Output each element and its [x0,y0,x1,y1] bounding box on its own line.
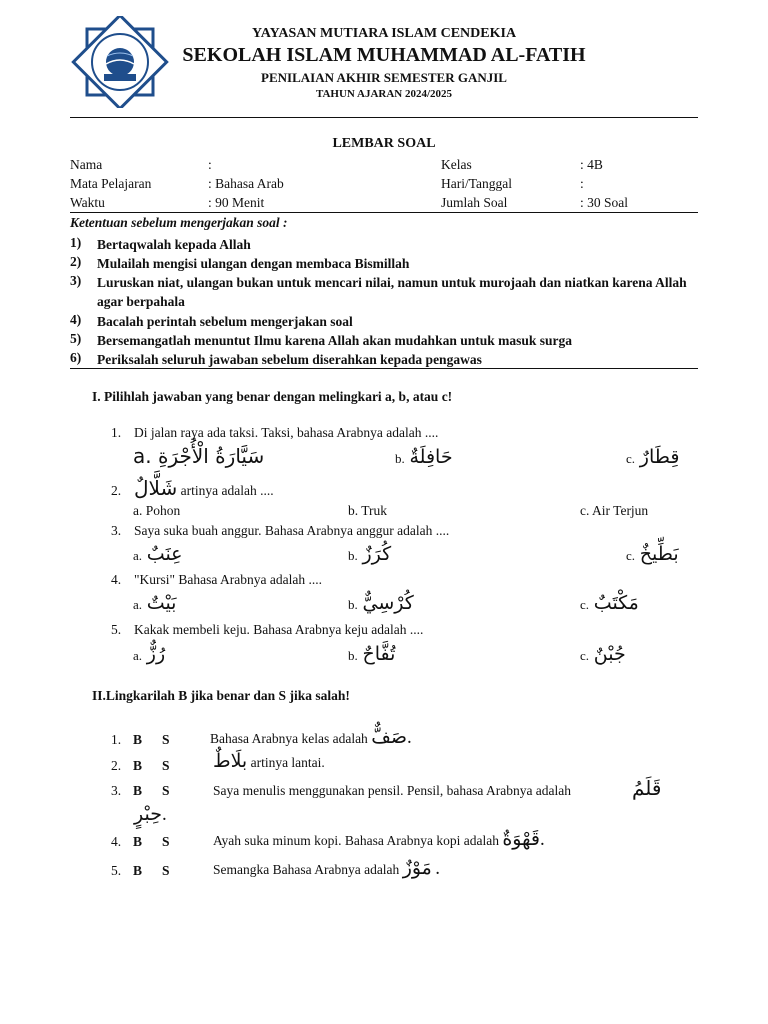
option-arabic-text: سَيَّارَةُ الْأُجْرَةِ [157,444,265,468]
statement-plain: Ayah suka minum kopi. Bahasa Arabnya kopi adalah [213,833,499,848]
question-text [134,476,274,500]
rule-item [70,331,699,350]
option-arabic-text: جُبْنٌ [593,643,626,665]
class-label: Kelas [441,157,472,172]
option-arabic-text: قِطَارٌ [639,446,680,468]
statement-end: . [407,727,412,748]
option-letter: a. [133,597,143,612]
option-letter: b. [395,451,405,466]
question-arabic-word: شَلَّالٌ [134,476,178,500]
subject-value: : Bahasa Arab [208,176,284,191]
option-a[interactable] [133,503,180,519]
item-number: 5. [111,863,122,878]
name-label: Nama [70,157,103,172]
school-name: SEKOLAH ISLAM MUHAMMAD AL-FATIH [182,44,586,66]
name-value: : [208,157,212,172]
header-divider [70,117,698,118]
class-value: : 4B [580,157,603,172]
false-option[interactable]: S [162,758,170,773]
option-letter: c. [626,548,636,563]
section-1-title: I. Pilihlah jawaban yang benar dengan melingkari a, b, atau c! [92,389,453,404]
statement-arabic: صَفٌّ [371,726,407,748]
option-arabic-text: رُزٌّ [146,643,166,665]
rules-title: Ketentuan sebelum mengerjakan soal : [70,215,288,230]
option-letter: a. [133,548,143,563]
option-letter: b. [348,503,359,518]
item-number: 1. [111,732,122,747]
academic-year: TAHUN AJARAN 2024/2025 [315,88,453,100]
statement-plain: Bahasa Arabnya kelas adalah [210,731,368,746]
statement-plain: Saya menulis menggunakan pensil. Pensil, bahasa Arabnya adalah [213,783,572,798]
item-number: 4. [111,834,122,849]
false-option[interactable]: S [162,834,170,849]
option-a[interactable] [133,643,165,666]
option-arabic-text: عِنَبٌ [146,543,183,565]
question-text: Di jalan raya ada taksi. Taksi, bahasa Arabnya adalah .... [134,425,439,440]
rule-item [70,235,699,254]
option-arabic-text: بَيْتٌ [146,592,177,614]
option-letter: b. [348,648,358,663]
option-b[interactable] [348,643,395,666]
item-number: 3. [111,783,122,798]
option-letter: b. [348,548,358,563]
question-number: 4. [111,572,122,587]
option-letter: c. [580,503,590,518]
question-number: 5. [111,622,122,637]
option-b[interactable] [348,543,391,566]
rule-number: 3) [70,273,82,288]
question-number: 3. [111,523,122,538]
question-count-value: : 30 Soal [580,195,629,210]
rule-text: Bacalah perintah sebelum mengerjakan soal [97,314,353,329]
statement-end: . [539,829,545,850]
option-letter: a. [133,503,143,518]
statement-text [213,828,545,851]
option-letter: a. [133,444,152,468]
rule-number: 2) [70,254,82,269]
option-letter: b. [348,597,358,612]
question-text: Saya suka buah anggur. Bahasa Arabnya anggur adalah .... [134,523,450,538]
option-arabic-text: تُفَّاحٌ [362,643,396,665]
rule-number: 5) [70,331,82,346]
false-option[interactable]: S [162,783,170,798]
statement-plain: artinya lantai. [250,755,325,770]
option-text: Air Terjun [592,503,649,518]
rule-number: 6) [70,350,82,365]
option-arabic-text: كُرْسِيٌّ [362,592,414,614]
true-option[interactable]: B [133,834,143,849]
rule-text: Mulailah mengisi ulangan dengan membaca Bismillah [97,256,410,271]
rule-text: Periksalah seluruh jawaban sebelum diserahkan kepada pengawas [97,352,482,367]
option-arabic-text: كُرَزٌ [362,543,392,565]
rules-divider [70,368,698,369]
statement-arabic: بلَاطٌ [213,750,248,772]
true-option[interactable]: B [133,783,143,798]
rule-text: Bersemangatlah menuntut Ilmu karena Allah akan mudahkan untuk masuk surga [97,333,573,348]
statement-end: . [161,804,167,825]
option-a[interactable] [133,444,264,468]
foundation-name: YAYASAN MUTIARA ISLAM CENDEKIA [251,26,517,41]
rule-text: Bertaqwalah kepada Allah [97,237,251,252]
option-c[interactable] [580,503,648,519]
rule-item [70,350,699,369]
option-arabic-text: بَطِّيخٌ [639,543,679,565]
rule-item [70,312,699,331]
option-c[interactable] [626,446,679,469]
rule-item [70,273,699,311]
option-c[interactable] [626,543,679,566]
sheet-title: LEMBAR SOAL [332,136,436,151]
option-c[interactable] [580,643,626,666]
option-letter: a. [133,648,143,663]
true-option[interactable]: B [133,758,143,773]
option-text: Pohon [145,503,181,518]
option-arabic-text: مَكْتَبٌ [593,592,639,614]
true-option[interactable]: B [133,732,143,747]
option-arabic-text: حَافِلَةٌ [409,446,453,468]
question-count-label: Jumlah Soal [441,195,508,210]
statement-continuation [134,803,167,826]
time-label: Waktu [70,195,105,210]
option-b[interactable] [348,503,387,519]
time-value: : 90 Menit [208,195,265,210]
statement-text [213,750,325,772]
option-letter: c. [580,597,590,612]
section-2-title: II.Lingkarilah B jika benar dan S jika salah! [92,688,350,703]
option-text: Truk [361,503,388,518]
option-b[interactable] [395,446,453,469]
rule-text: Luruskan niat, ulangan bukan untuk mencari nilai, namun untuk murojaah dan niatkan karena Allah agar berpahala [97,275,687,309]
statement-plain: Semangka Bahasa Arabnya adalah [213,862,400,877]
info-divider [70,212,698,213]
statement-text [210,726,412,749]
date-label: Hari/Tanggal [441,176,513,191]
option-c[interactable] [580,592,639,615]
option-b[interactable] [348,592,414,615]
statement-end: . [435,858,440,879]
statement-text [213,857,440,880]
rule-number: 1) [70,235,82,250]
rule-item [70,254,699,273]
option-letter: c. [626,451,636,466]
false-option[interactable]: S [162,863,170,878]
option-a[interactable] [133,592,176,615]
question-text: "Kursi" Bahasa Arabnya adalah .... [134,572,322,587]
false-option[interactable]: S [162,732,170,747]
rule-number: 4) [70,312,82,327]
statement-arabic: قَهْوَةٌ [502,828,540,850]
date-value: : [580,176,584,191]
question-text-rest: artinya adalah .... [180,483,274,498]
option-a[interactable] [133,543,183,566]
true-option[interactable]: B [133,863,143,878]
option-letter: c. [580,648,590,663]
question-number: 1. [111,425,122,440]
question-text: Kakak membeli keju. Bahasa Arabnya keju adalah .... [134,622,424,637]
exam-name: PENILAIAN AKHIR SEMESTER GANJIL [261,70,507,85]
question-number: 2. [111,483,122,498]
statement-arabic-2: حِبْرٍ [134,803,162,825]
item-number: 2. [111,758,122,773]
statement-arabic: قَلَمُ [632,776,662,800]
statement-arabic: مَوْزٌ [402,857,432,879]
subject-label: Mata Pelajaran [70,176,152,191]
